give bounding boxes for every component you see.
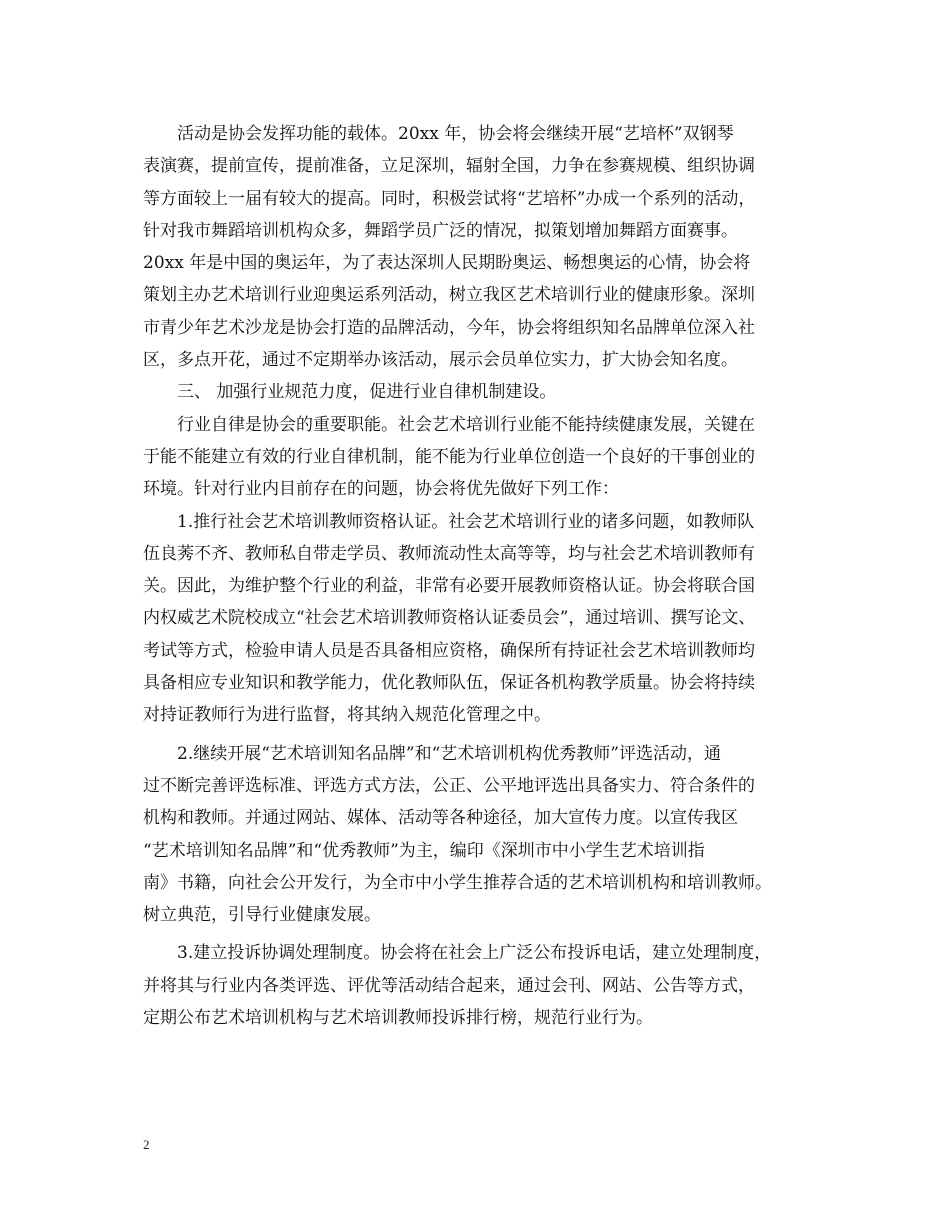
text-line: 南》书籍，向社会公开发行，为全市中小学生推荐合适的艺术培训机构和培训教师。 (143, 872, 772, 893)
text-line: 表演赛，提前宣传，提前准备，立足深圳，辐射全国，力争在参赛规模、组织协调 (143, 156, 755, 177)
text-line: 20xx 年是中国的奥运年，为了表达深圳人民期盼奥运、畅想奥运的心情，协会将 (143, 253, 751, 274)
text-line: “艺术培训知名品牌”和“优秀教师”为主，编印《深圳市中小学生艺术培训指 (143, 840, 705, 861)
text-line: 内权威艺术院校成立“社会艺术培训教师资格认证委员会”，通过培训、撰写论文、 (143, 608, 756, 629)
text-line: 对持证教师行为进行监督，将其纳入规范化管理之中。 (143, 705, 551, 726)
text-line: 策划主办艺术培训行业迎奥运系列活动，树立我区艺术培训行业的健康形象。深圳 (143, 285, 755, 306)
paragraph-self-discipline (143, 409, 815, 506)
text-line: 定期公布艺术培训机构与艺术培训教师投诉排行榜，规范行业行为。 (143, 1008, 653, 1029)
text-line: 市青少年艺术沙龙是协会打造的品牌活动，今年，协会将组织知名品牌单位深入社 (143, 317, 755, 338)
section-heading-text: 三、 加强行业规范力度，促进行业自律机制建设。 (177, 382, 557, 403)
text-line: 行业自律是协会的重要职能。社会艺术培训行业能不能持续健康发展，关键在 (177, 414, 755, 435)
list-item-3 (143, 937, 815, 1034)
section-heading (143, 376, 815, 408)
document-body (143, 118, 815, 1034)
page-number: 2 (143, 1137, 150, 1152)
text-line: 伍良莠不齐、教师私自带走学员、教师流动性太高等等，均与社会艺术培训教师有 (143, 543, 755, 564)
text-line: 机构和教师。并通过网站、媒体、活动等各种途径，加大宣传力度。以宣传我区 (143, 808, 738, 829)
text-line: 树立典范，引导行业健康发展。 (143, 905, 381, 926)
list-item-2 (143, 738, 815, 932)
text-line: 环境。针对行业内目前存在的问题，协会将优先做好下列工作： (143, 479, 619, 500)
text-line: 2.继续开展“艺术培训知名品牌”和“艺术培训机构优秀教师”评选活动，通 (177, 743, 721, 764)
text-line: 3.建立投诉协调处理制度。协会将在社会上广泛公布投诉电话，建立处理制度， (177, 943, 772, 964)
text-line: 过不断完善评选标准、评选方式方法，公正、公平地评选出具备实力、符合条件的 (143, 775, 755, 796)
text-line: 于能不能建立有效的行业自律机制，能不能为行业单位创造一个良好的干事创业的 (143, 446, 755, 467)
text-line: 考试等方式，检验申请人员是否具备相应资格，确保所有持证社会艺术培训教师均 (143, 640, 755, 661)
paragraph-activities (143, 118, 815, 376)
text-line: 等方面较上一届有较大的提高。同时，积极尝试将“艺培杯”办成一个系列的活动， (143, 188, 756, 209)
text-line: 1.推行社会艺术培训教师资格认证。社会艺术培训行业的诸多问题，如教师队 (177, 511, 755, 532)
text-line: 并将其与行业内各类评选、评优等活动结合起来，通过会刊、网站、公告等方式， (143, 975, 755, 996)
text-line: 具备相应专业知识和教学能力，优化教师队伍，保证各机构教学质量。协会将持续 (143, 673, 755, 694)
text-line: 关。因此，为维护整个行业的利益，非常有必要开展教师资格认证。协会将联合国 (143, 576, 755, 597)
text-line: 活动是协会发挥功能的载体。20xx 年，协会将会继续开展“艺培杯”双钢琴 (177, 124, 734, 144)
list-item-1 (143, 506, 815, 732)
text-line: 针对我市舞蹈培训机构众多，舞蹈学员广泛的情况，拟策划增加舞蹈方面赛事。 (143, 220, 738, 241)
text-line: 区，多点开花，通过不定期举办该活动，展示会员单位实力，扩大协会知名度。 (143, 350, 738, 371)
